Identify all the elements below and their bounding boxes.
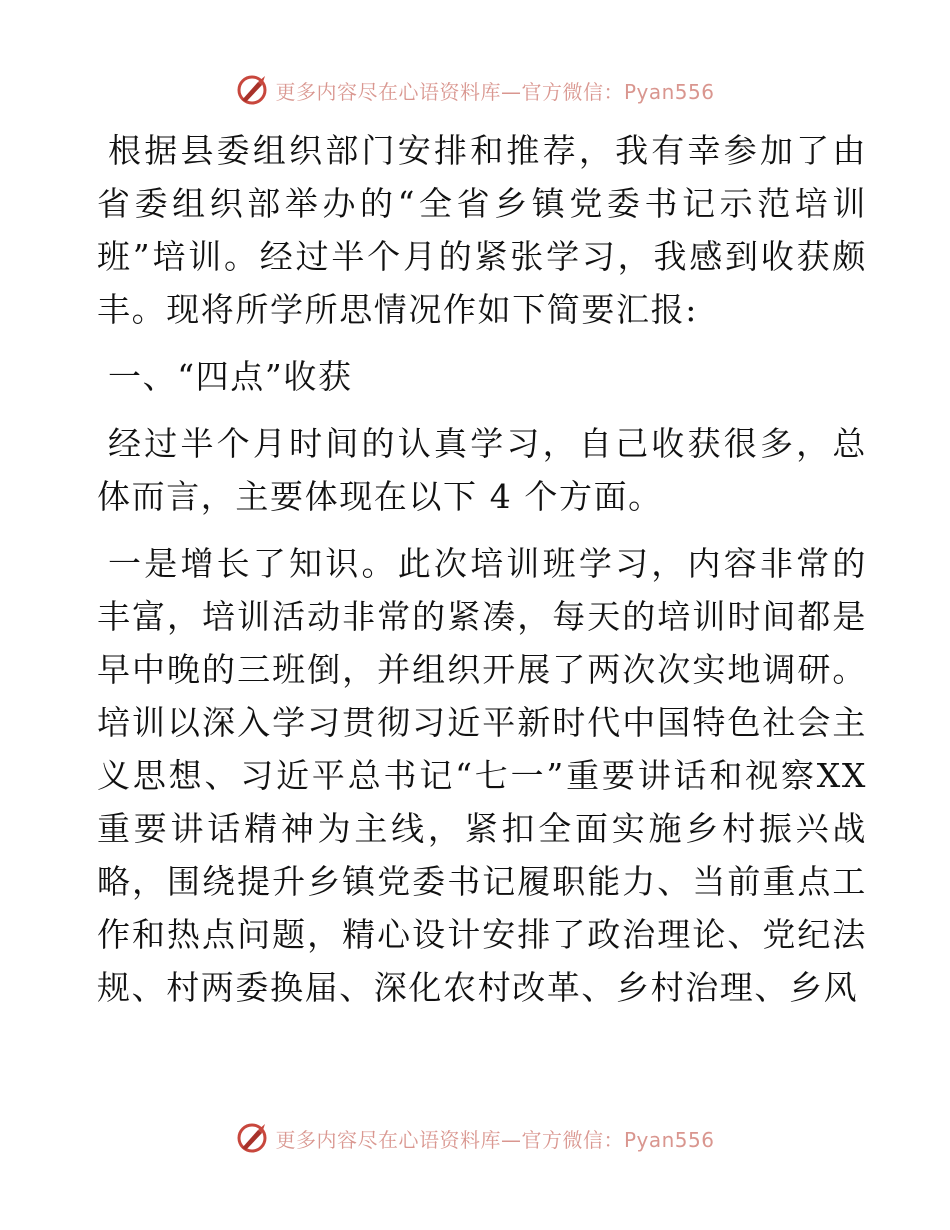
watermark-banner-bottom (0, 1118, 950, 1158)
watermark-text: 更多内容尽在心语资料库—官方微信：Pyan556 (275, 1127, 715, 1152)
quill-circle-logo-icon (235, 73, 269, 107)
paragraph-overview: 经过半个月时间的认真学习，自己收获很多，总体而言，主要体现在以下 4 个方面。 (97, 424, 867, 516)
watermark-text: 更多内容尽在心语资料库—官方微信：Pyan556 (275, 79, 715, 104)
quill-circle-logo-icon (235, 1121, 269, 1155)
section-heading: 一、“四点”收获 (108, 357, 353, 396)
paragraph-knowledge: 一是增长了知识。此次培训班学习，内容非常的丰富，培训活动非常的紧凑，每天的培训时间都是早中晚的三班倒，并组织开展了两次次实地调研。培训以深入学习贯彻习近平新时代中国特色社会主义思想、习近平总书记“七一”重要讲话和视察XX重要讲话精神为主线，紧扣全面实施乡村振兴战略，围绕提升乡镇党委书记履职能力、当前重点工作和热点问题，精心设计安排了政治理论、党纪法规、村两委换届、深化农村改革、乡村治理、乡风 (97, 544, 867, 1007)
paragraph-intro: 根据县委组织部门安排和推荐，我有幸参加了由省委组织部举办的“全省乡镇党委书记示范培训班”培训。经过半个月的紧张学习，我感到收获颇丰。现将所学所思情况作如下简要汇报: (97, 131, 867, 329)
watermark-banner-top (0, 70, 950, 110)
document-body (97, 124, 867, 1014)
